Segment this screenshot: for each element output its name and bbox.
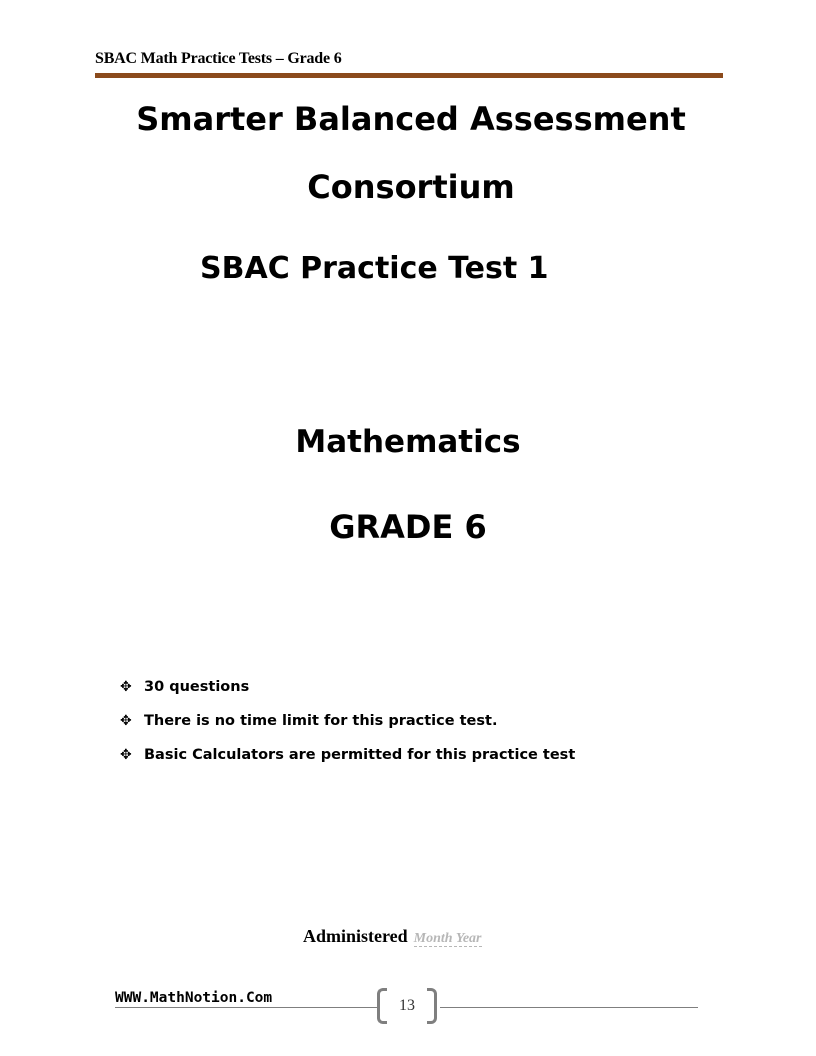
instructions-list bbox=[120, 678, 575, 780]
subject-title: Mathematics bbox=[295, 424, 521, 460]
administered-label: Administered bbox=[303, 926, 408, 946]
title-line-2: Consortium bbox=[307, 168, 515, 206]
footer-rule-right bbox=[440, 1007, 698, 1008]
administered-line bbox=[303, 926, 482, 947]
list-item-text: Basic Calculators are permitted for this practice test bbox=[144, 747, 576, 763]
list-item-text: 30 questions bbox=[144, 679, 250, 695]
grade-title: GRADE 6 bbox=[329, 508, 487, 546]
administered-date-field[interactable]: Month Year bbox=[413, 931, 482, 946]
diamond-bullet-icon: ✥ bbox=[120, 679, 132, 695]
list-item-text: There is no time limit for this practice test. bbox=[144, 713, 498, 729]
page-number: 13 bbox=[399, 997, 415, 1014]
diamond-bullet-icon: ✥ bbox=[120, 747, 132, 763]
list-item bbox=[120, 712, 575, 746]
list-item bbox=[120, 746, 575, 780]
footer-rule-left bbox=[115, 1007, 377, 1008]
list-item bbox=[120, 678, 575, 712]
diamond-bullet-icon: ✥ bbox=[120, 713, 132, 729]
running-header: SBAC Math Practice Tests – Grade 6 bbox=[95, 50, 342, 67]
footer-website: WWW.MathNotion.Com bbox=[115, 990, 273, 1006]
test-title: SBAC Practice Test 1 bbox=[200, 251, 549, 286]
header-rule bbox=[95, 73, 723, 78]
left-bracket-icon bbox=[377, 988, 387, 1024]
right-bracket-icon bbox=[427, 988, 437, 1024]
title-line-1: Smarter Balanced Assessment bbox=[136, 100, 686, 138]
